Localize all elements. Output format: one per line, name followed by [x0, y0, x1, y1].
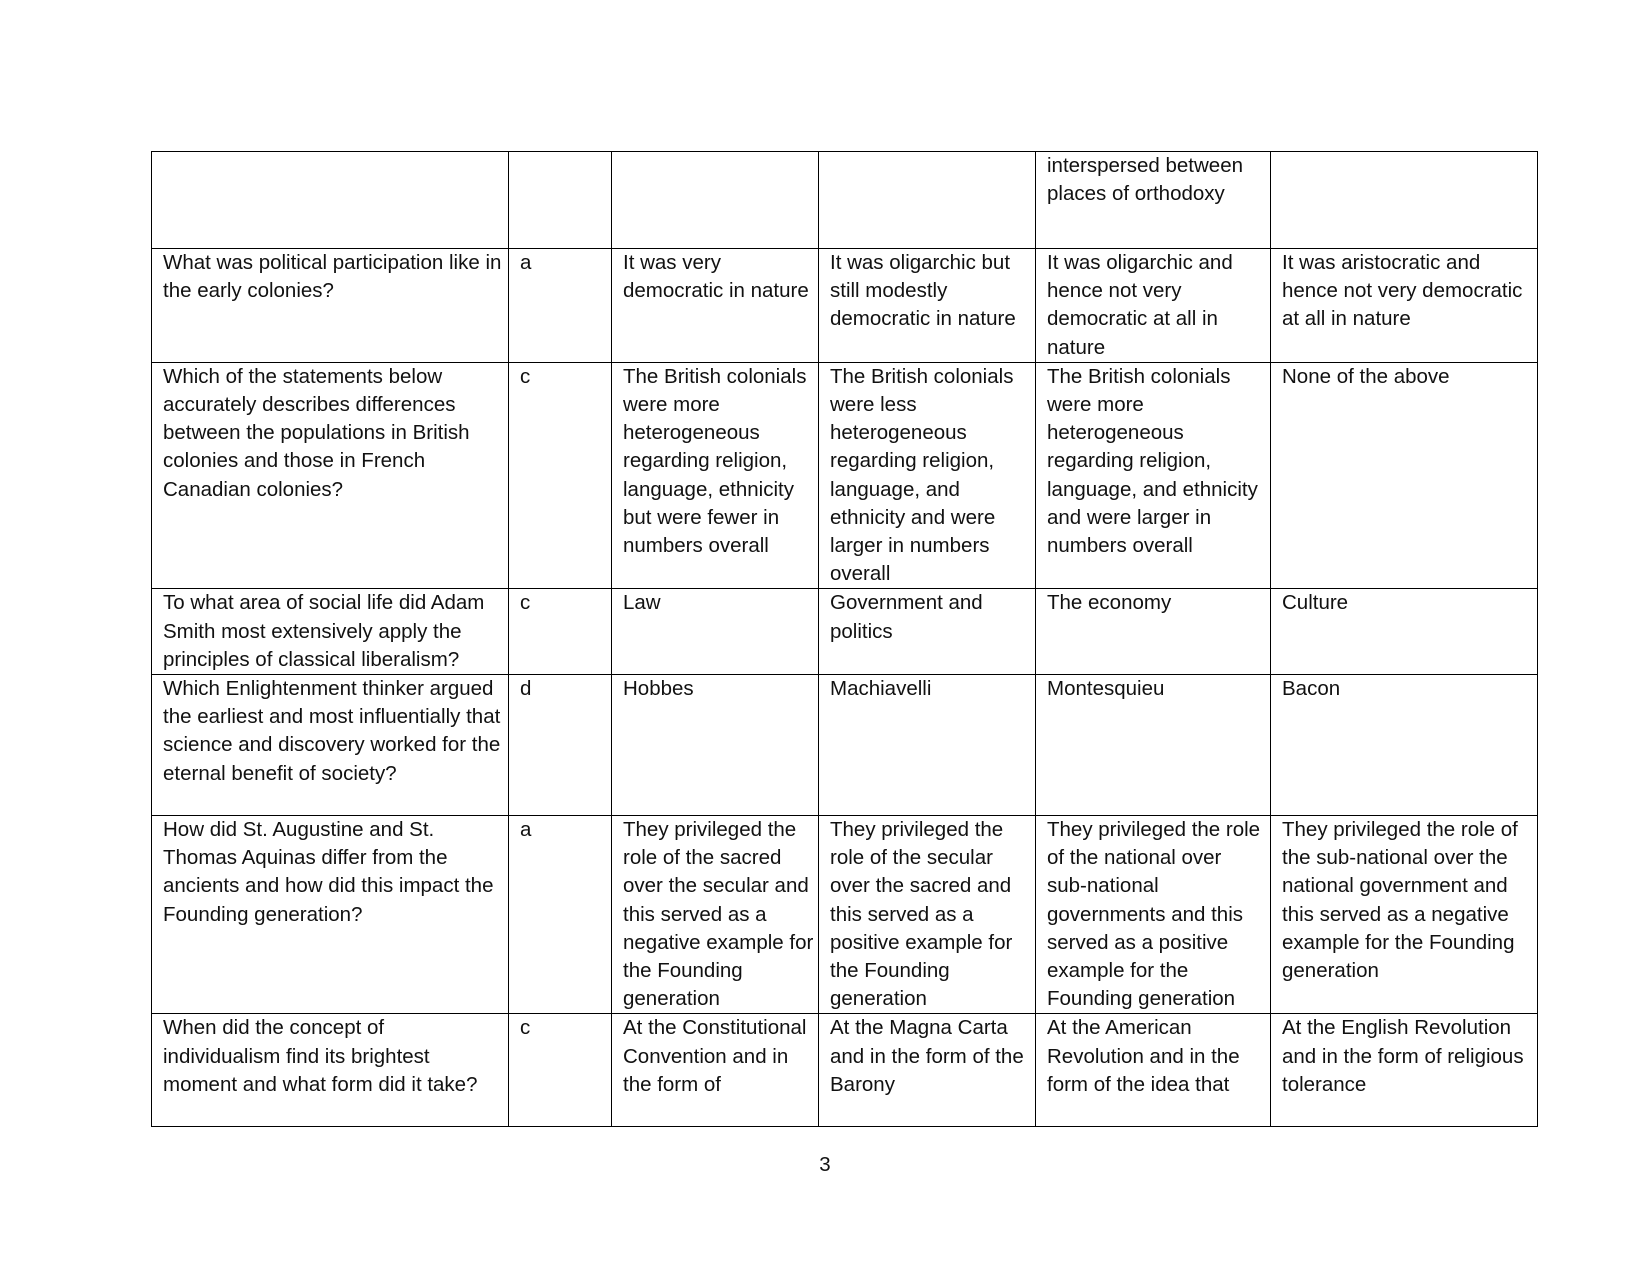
option-c-cell: The British colonials were more heterogeneous regarding religion, language, and ethnicity and were larger in numbers overall [1036, 362, 1271, 589]
option-b-cell: Government and politics [819, 589, 1036, 675]
option-a-cell: At the Constitutional Convention and in the form of [612, 1014, 819, 1127]
option-c-cell: Montesquieu [1036, 675, 1271, 816]
answer-key-cell: a [509, 249, 612, 363]
answer-key-cell: c [509, 362, 612, 589]
answer-key-cell: c [509, 1014, 612, 1127]
option-a-cell: It was very democratic in nature [612, 249, 819, 363]
option-d-cell: None of the above [1271, 362, 1538, 589]
question-cell: What was political participation like in the early colonies? [152, 249, 509, 363]
option-c-cell: At the American Revolution and in the form of the idea that [1036, 1014, 1271, 1127]
table-row [152, 816, 1538, 1014]
option-b-cell: At the Magna Carta and in the form of the Barony [819, 1014, 1036, 1127]
answer-key-cell: a [509, 816, 612, 1014]
option-c-cell: It was oligarchic and hence not very democratic at all in nature [1036, 249, 1271, 363]
option-c-cell: They privileged the role of the national over sub-national governments and this served as a positive example for the Founding generation [1036, 816, 1271, 1014]
option-d-cell: Bacon [1271, 675, 1538, 816]
option-d-cell: Culture [1271, 589, 1538, 675]
option-b-cell: It was oligarchic but still modestly democratic in nature [819, 249, 1036, 363]
question-cell: When did the concept of individualism find its brightest moment and what form did it take? [152, 1014, 509, 1127]
question-cell: How did St. Augustine and St. Thomas Aquinas differ from the ancients and how did this impact the Founding generation? [152, 816, 509, 1014]
option-b-cell: They privileged the role of the secular over the sacred and this served as a positive example for the Founding generation [819, 816, 1036, 1014]
page-number: 3 [819, 1153, 831, 1176]
option-d-cell: They privileged the role of the sub-national over the national government and this served as a negative example for the Founding generation [1271, 816, 1538, 1014]
option-d-cell: It was aristocratic and hence not very democratic at all in nature [1271, 249, 1538, 363]
quiz-table [151, 151, 1538, 1127]
option-d-cell: At the English Revolution and in the form of religious tolerance [1271, 1014, 1538, 1127]
option-a-cell: The British colonials were more heterogeneous regarding religion, language, ethnicity but were fewer in numbers overall [612, 362, 819, 589]
option-c-cell: interspersed between places of orthodoxy [1036, 152, 1271, 249]
option-d-cell [1271, 152, 1538, 249]
option-a-cell [612, 152, 819, 249]
question-cell: Which of the statements below accurately describes differences between the populations in British colonies and those in French Canadian colonies? [152, 362, 509, 589]
option-a-cell: Hobbes [612, 675, 819, 816]
option-b-cell: Machiavelli [819, 675, 1036, 816]
table-row [152, 249, 1538, 363]
option-c-cell: The economy [1036, 589, 1271, 675]
table-row [152, 589, 1538, 675]
answer-key-cell [509, 152, 612, 249]
option-a-cell: They privileged the role of the sacred over the secular and this served as a negative example for the Founding generation [612, 816, 819, 1014]
question-cell: To what area of social life did Adam Smith most extensively apply the principles of classical liberalism? [152, 589, 509, 675]
option-a-cell: Law [612, 589, 819, 675]
table-row [152, 675, 1538, 816]
question-cell [152, 152, 509, 249]
option-b-cell [819, 152, 1036, 249]
option-b-cell: The British colonials were less heterogeneous regarding religion, language, and ethnicity and were larger in numbers overall [819, 362, 1036, 589]
answer-key-cell: c [509, 589, 612, 675]
table-row [152, 152, 1538, 249]
answer-key-cell: d [509, 675, 612, 816]
table-row [152, 362, 1538, 589]
question-cell: Which Enlightenment thinker argued the earliest and most influentially that science and discovery worked for the eternal benefit of society? [152, 675, 509, 816]
table-row [152, 1014, 1538, 1127]
